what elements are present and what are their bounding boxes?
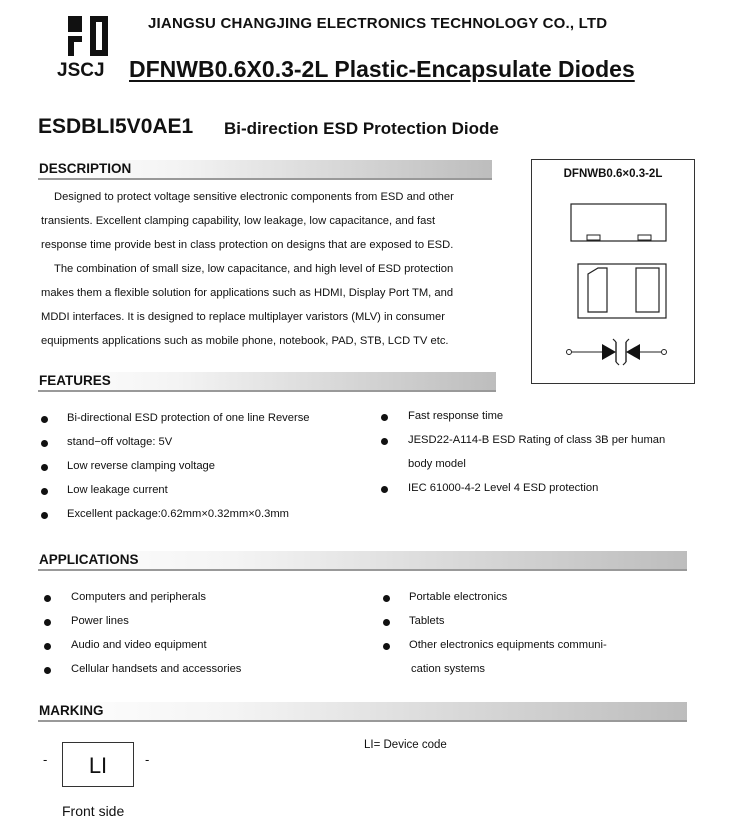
application-item: Tablets [409, 615, 445, 627]
bullet-icon [41, 416, 48, 423]
bullet-icon [41, 464, 48, 471]
feature-item: IEC 61000-4-2 Level 4 ESD protection [408, 482, 599, 494]
marking-heading [38, 702, 687, 722]
features-heading-label: FEATURES [39, 373, 111, 388]
feature-item: body model [408, 458, 466, 470]
bullet-icon [381, 486, 388, 493]
application-item: Cellular handsets and accessories [71, 663, 242, 675]
bullet-icon [41, 440, 48, 447]
applications-heading [38, 551, 687, 571]
feature-item: Low leakage current [67, 484, 168, 496]
package-diagram-box [531, 159, 695, 384]
part-number: ESDBLI5V0AE1 [38, 115, 194, 138]
package-title: DFNWB0.6X0.3-2L Plastic-Encapsulate Diodes [129, 56, 635, 82]
application-item: Audio and video equipment [71, 639, 207, 651]
application-item: Other electronics equipments communi- [409, 639, 607, 651]
application-item: cation systems [411, 663, 485, 675]
marking-dash-left: - [43, 752, 48, 767]
front-side-label: Front side [62, 803, 125, 819]
bullet-icon [44, 619, 51, 626]
feature-item: stand−off voltage: 5V [67, 436, 173, 448]
description-line: Designed to protect voltage sensitive electronic components from ESD and other [54, 191, 454, 203]
bullet-icon [381, 414, 388, 421]
marking-code-box: LI [62, 742, 134, 787]
bullet-icon [381, 438, 388, 445]
description-line: MDDI interfaces. It is designed to replace multiplayer varistors (MLV) in consumer [41, 311, 445, 323]
description-line: The combination of small size, low capacitance, and high level of ESD protection [54, 263, 454, 275]
bullet-icon [41, 512, 48, 519]
description-line: makes them a flexible solution for applications such as HDMI, Display Port TM, and [41, 287, 454, 299]
marking-dash-right: - [145, 752, 150, 767]
bullet-icon [44, 595, 51, 602]
feature-item: Low reverse clamping voltage [67, 460, 215, 472]
part-description: Bi-direction ESD Protection Diode [224, 119, 499, 138]
description-line: response time provide best in class protection on designs that are exposed to ESD. [41, 239, 454, 251]
feature-item: Excellent package:0.62mm×0.32mm×0.3mm [67, 508, 289, 520]
description-heading-label: DESCRIPTION [39, 161, 132, 176]
description-line: equipments applications such as mobile phone, notebook, PAD, STB, LCD TV etc. [41, 335, 449, 347]
bullet-icon [383, 643, 390, 650]
jscj-logo-icon [66, 14, 110, 60]
feature-item: JESD22-A114-B ESD Rating of class 3B per human [408, 434, 666, 446]
package-outline-icon [532, 160, 696, 385]
device-code-note: LI= Device code [364, 739, 447, 751]
description-line: transients. Excellent clamping capability, low leakage, low capacitance, and fast [41, 215, 436, 227]
bullet-icon [44, 667, 51, 674]
bullet-icon [383, 619, 390, 626]
features-heading [38, 372, 496, 392]
description-heading [38, 160, 492, 180]
company-name: JIANGSU CHANGJING ELECTRONICS TECHNOLOGY CO., LTD [148, 15, 608, 32]
bullet-icon [44, 643, 51, 650]
feature-item: Fast response time [408, 410, 504, 422]
bullet-icon [41, 488, 48, 495]
application-item: Portable electronics [409, 591, 508, 603]
application-item: Computers and peripherals [71, 591, 206, 603]
feature-item: Bi-directional ESD protection of one line Reverse [67, 412, 310, 424]
package-box-title: DFNWB0.6×0.3-2L [563, 168, 663, 180]
applications-heading-label: APPLICATIONS [39, 552, 139, 567]
description-body [41, 185, 493, 353]
logo-text: JSCJ [57, 60, 105, 81]
application-item: Power lines [71, 615, 129, 627]
bullet-icon [383, 595, 390, 602]
marking-heading-label: MARKING [39, 703, 104, 718]
